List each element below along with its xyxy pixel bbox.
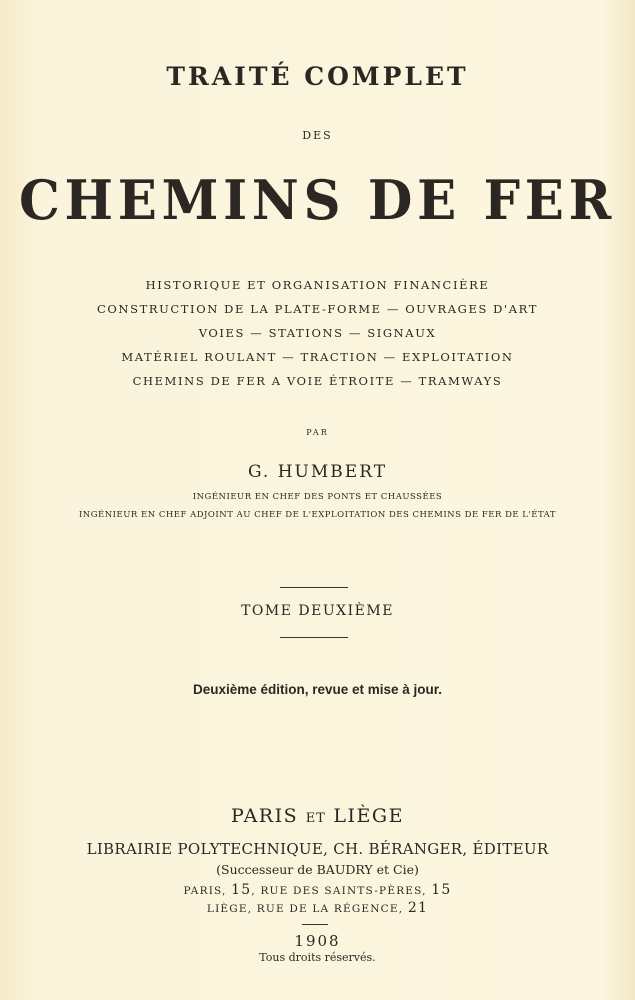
address-paris-prefix: PARIS, <box>183 885 227 897</box>
publisher-successor: (Successeur de BAUDRY et Cie) <box>216 862 419 877</box>
main-title: CHEMINS DE FER <box>18 168 617 232</box>
address-liege-prefix: LIÈGE, RUE DE LA RÉGENCE, <box>206 903 404 915</box>
title-line-1: TRAITÉ COMPLET <box>166 62 469 91</box>
subject-line: CONSTRUCTION DE LA PLATE-FORME — OUVRAGES D'ART <box>97 302 538 316</box>
imprint-city-1: PARIS <box>231 805 299 827</box>
divider-bottom <box>280 637 348 638</box>
subject-line: VOIES — STATIONS — SIGNAUX <box>198 326 437 340</box>
title-line-2: DES <box>302 129 333 142</box>
address-paris-street: , RUE DES SAINTS-PÈRES, <box>251 885 427 897</box>
author-name: G. HUMBERT <box>247 462 388 482</box>
imprint-city-2: LIÈGE <box>333 805 404 827</box>
address-liege-number: 21 <box>407 900 429 916</box>
volume-label: TOME DEUXIÈME <box>241 603 394 619</box>
author-role-1: INGÉNIEUR EN CHEF DES PONTS ET CHAUSSÉES <box>192 492 443 502</box>
rights-note: Tous droits réservés. <box>259 951 376 964</box>
address-paris <box>0 882 635 898</box>
imprint-conj: ET <box>305 811 326 826</box>
year-rule <box>302 924 328 925</box>
address-paris-number-2: 15 <box>431 882 452 898</box>
address-paris-number: 15 <box>231 882 252 898</box>
publication-year: 1908 <box>294 932 341 950</box>
divider-top <box>280 587 348 588</box>
address-liege <box>0 900 635 916</box>
edition-note: Deuxième édition, revue et mise à jour. <box>192 682 443 697</box>
publisher-name: LIBRAIRIE POLYTECHNIQUE, CH. BÉRANGER, ÉDITEUR <box>86 840 549 858</box>
subject-line: HISTORIQUE ET ORGANISATION FINANCIÈRE <box>145 278 490 292</box>
author-role-2: INGÉNIEUR EN CHEF ADJOINT AU CHEF DE L'EXPLOITATION DES CHEMINS DE FER DE L'ÉTAT <box>78 510 557 520</box>
imprint-place <box>0 805 635 827</box>
subject-line: MATÉRIEL ROULANT — TRACTION — EXPLOITATION <box>121 350 514 364</box>
subject-line: CHEMINS DE FER A VOIE ÉTROITE — TRAMWAYS <box>132 374 503 388</box>
byline: PAR <box>306 428 329 437</box>
